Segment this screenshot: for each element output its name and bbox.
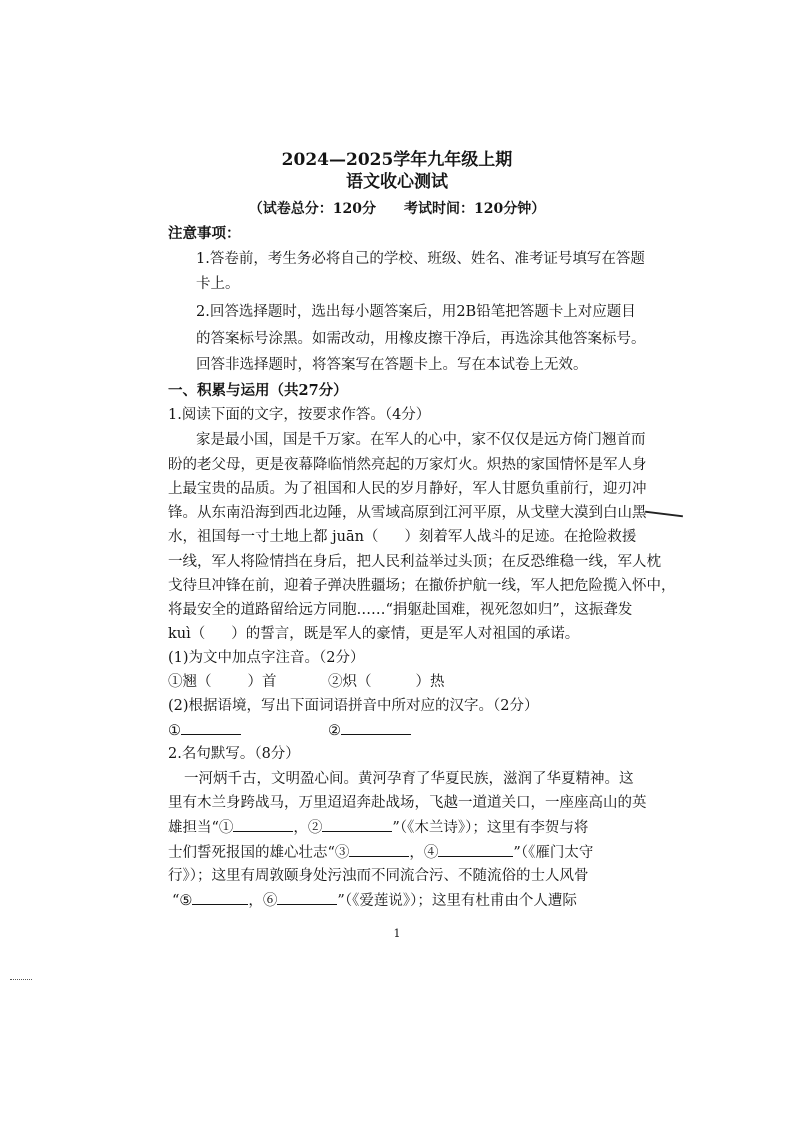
section-1-heading: 一、积累与运用（共27分） <box>168 382 348 399</box>
answer-blank[interactable] <box>233 817 293 832</box>
q1-sub2-stem: (2)根据语境，写出下面词语拼音中所对应的汉字。（2分） <box>168 698 539 714</box>
q1-passage-text: 水，祖国每一寸土地上都 juān（ <box>168 529 379 545</box>
q2-passage-line: 行》）；这里有周敦颐身处污浊而不同流合污、不随流俗的士人风骨 <box>168 868 589 884</box>
q2-passage-line: 里有木兰身跨战马，万里迢迢奔赴战场，飞越一道道关口，一座座高山的英 <box>168 795 647 811</box>
q1-passage-line: 上最宝贵的品质。为了祖国和人民的岁月静好，军人甘愿负重前行，迎刃冲 <box>168 481 647 497</box>
q2-passage-text: ”（《木兰诗》）；这里有李贺与将 <box>392 820 589 836</box>
q1-sub2-item-2 <box>328 720 411 741</box>
notice-item-2-line-3: 回答非选择题时，将答案写在答题卡上。写在本试卷上无效。 <box>196 357 588 373</box>
q2-passage-line: 一河炳千古，文明盈心间。黄河孕育了华夏民族，滋润了华夏精神。这 <box>184 771 634 787</box>
answer-blank[interactable] <box>322 817 392 832</box>
q1-stem: 1.阅读下面的文字，按要求作答。（4分） <box>168 407 431 423</box>
q1-sub1-stem: (1)为文中加点字注音。（2分） <box>168 650 365 666</box>
q1-passage-line: 戈待旦冲锋在前，迎着子弹决胜疆场；在撤侨护航一线，军人把危险揽入怀中， <box>168 578 676 594</box>
scan-artifact <box>10 979 32 980</box>
q1-sub1-item-2-label: ②炽（ <box>328 674 372 690</box>
notice-item-2-line-1: 2.回答选择题时，选出每小题答案后，用2B铅笔把答题卡上对应题目 <box>196 304 636 320</box>
q2-passage-text: ，⑥ <box>248 893 278 909</box>
exam-subject-title: 语文收心测试 <box>346 172 448 192</box>
notice-item-2-line-2: 的答案标号涂黑。如需改动，用橡皮擦干净后，再选涂其他答案标号。 <box>196 331 646 347</box>
q1-sub2-item-2-label: ② <box>328 723 341 739</box>
q2-passage-line <box>168 817 588 838</box>
answer-blank[interactable] <box>181 720 241 735</box>
page-number: 1 <box>393 927 401 940</box>
exam-info: （试卷总分：120分 考试时间：120分钟） <box>248 201 546 217</box>
q1-sub1-item-1 <box>168 672 277 692</box>
answer-blank[interactable] <box>192 890 248 905</box>
q2-passage-text: “⑤ <box>172 893 193 909</box>
q1-passage-line: 家是最小国，国是千万家。在军人的心中，家不仅仅是远方倚门翘首而 <box>196 432 646 448</box>
q1-passage-text: ）刻着军人战斗的足迹。在抢险救援 <box>404 529 637 545</box>
q1-passage-line <box>168 527 636 547</box>
q1-sub2-item-1-label: ① <box>168 723 181 739</box>
q2-passage-text: ”（《爱莲说》）；这里有杜甫由个人遭际 <box>337 893 577 909</box>
q2-stem: 2.名句默写。（8分） <box>168 746 300 762</box>
exam-title: 2024—2025学年九年级上期 <box>281 150 513 170</box>
q1-sub1-item-1-label: ①翘（ <box>168 674 212 690</box>
q2-passage-line <box>168 842 593 863</box>
q2-passage-text: ”（《雁门太守 <box>513 845 594 861</box>
answer-blank[interactable] <box>438 842 513 857</box>
q1-passage-text: ）的誓言，既是军人的豪情，更是军人对祖国的承诺。 <box>231 626 580 642</box>
q2-passage-text: ，④ <box>409 845 439 861</box>
q2-passage-text: 士们誓死报国的雄心壮志“③ <box>168 845 350 861</box>
q2-passage-text: 雄担当“① <box>168 820 234 836</box>
q1-sub2-item-1 <box>168 720 241 741</box>
answer-blank[interactable] <box>341 720 411 735</box>
q2-passage-line <box>172 890 577 911</box>
q1-passage-line: 一线，军人将险情挡在身后，把人民利益举过头顶；在反恐维稳一线，军人枕 <box>168 554 661 570</box>
q1-passage-text: kuì（ <box>168 626 206 642</box>
q1-sub1-item-2 <box>328 672 445 692</box>
q2-passage-text: ，② <box>293 820 323 836</box>
q1-passage-line: 盼的老父母，更是夜幕降临悄然亮起的万家灯火。炽热的家国情怀是军人身 <box>168 457 647 473</box>
notice-item-1-line-1: 1.答卷前，考生务必将自己的学校、班级、姓名、准考证号填写在答题 <box>196 251 645 267</box>
q1-sub1-item-1-tail: ）首 <box>247 674 277 690</box>
notice-heading: 注意事项： <box>168 225 241 242</box>
answer-blank[interactable] <box>349 842 409 857</box>
q1-passage-line: 锋。从东南沿海到西北边陲，从雪域高原到江河平原，从戈壁大漠到白山黑 <box>168 505 647 521</box>
q1-sub1-item-2-tail: ）热 <box>415 674 445 690</box>
answer-blank[interactable] <box>277 890 337 905</box>
q1-passage-line: 将最安全的道路留给远方同胞……“捐躯赴国难，视死忽如归”，这振聋发 <box>168 602 633 618</box>
pen-stroke-mark <box>645 511 683 518</box>
notice-item-1-line-2: 卡上。 <box>196 276 240 292</box>
q1-passage-line <box>168 624 579 644</box>
